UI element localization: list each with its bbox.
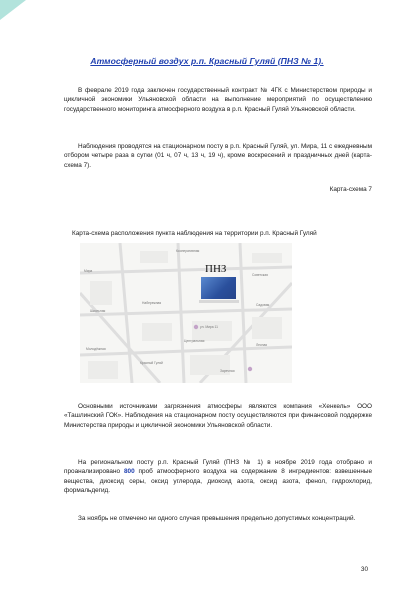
page-title: Атмосферный воздух р.п. Красный Гуляй (ПНЗ № 1). [90, 56, 324, 66]
map-label: Центральная [184, 339, 205, 343]
paragraph-sources [64, 402, 372, 430]
paragraph-contract [64, 86, 372, 114]
map-reference: Карта-схема 7 [329, 186, 372, 193]
map-caption: Карта-схема расположения пункта наблюдения на территории р.п. Красный Гуляй [72, 230, 317, 237]
page-number: 30 [360, 566, 368, 573]
map-label: Мира [84, 269, 93, 273]
map-label: Красный Гуляй [140, 361, 163, 365]
point-marker [248, 367, 252, 371]
pnz-label: ПНЗ [205, 263, 227, 275]
map-label: Заречная [220, 369, 235, 373]
samples-text-a: На региональном посту р.п. Красный Гуляй (ПНЗ № 1) в ноябре 2019 года отобрано и проанализировано [64, 459, 372, 476]
pnz-marker-shadow [199, 300, 239, 303]
location-map [80, 243, 292, 383]
map-streets [80, 243, 292, 383]
paragraph-observations-text: Наблюдения проводятся на стационарном посту в р.п. Красный Гуляй, ул. Мира, 11 с ежедневным отбором четыре раза в сутки (01 ч, 07 ч, 13 ч, 19 ч), кроме воскресений и праздничных дней (карта-схема 7). [64, 143, 372, 169]
samples-count: 800 [123, 468, 135, 476]
map-label: Школьная [90, 309, 106, 313]
paragraph-contract-text: В феврале 2019 года заключен государственный контракт № 4ГК с Министерством природы и цикличной экономики Ульяновской области на выполнение мероприятий по осуществлению государственного мониторинга атмосферного воздуха в р.п. Красный Гуляй Ульяновской области. [64, 87, 372, 113]
point-marker [194, 325, 198, 329]
pnz-marker-icon [201, 277, 236, 299]
map-label: Молодёжная [86, 347, 106, 351]
corner-scan-mark [0, 0, 26, 20]
paragraph-conclusion [64, 514, 372, 523]
map-label: Садовая [256, 303, 270, 307]
map-label: Кооперативная [176, 249, 200, 253]
map-label: Набережная [142, 301, 162, 305]
samples-text-b: проб атмосферного воздуха на содержание 8 ингредиентов: взвешенные вещества, диоксид серы, оксид углерода, диоксид азота, оксид азота, фенол, гидрохлорид, формальдегид. [64, 468, 372, 494]
map-label: Лесная [256, 343, 268, 347]
paragraph-sources-text: Основными источниками загрязнения атмосферы являются компания «Хенкель» ООО «Ташлинский ГОК». Наблюдения на стационарном посту осуществляются при финансовой поддержке Министерства природы и цикличной экономики Ульяновской области. [64, 403, 372, 429]
map-label: Советская [252, 273, 268, 277]
paragraph-samples [64, 458, 372, 495]
paragraph-conclusion-text: За ноябрь не отмечено ни одного случая превышения предельно допустимых концентраций. [78, 515, 356, 522]
paragraph-observations [64, 142, 372, 170]
map-label: ул. Мира 11 [200, 325, 218, 329]
